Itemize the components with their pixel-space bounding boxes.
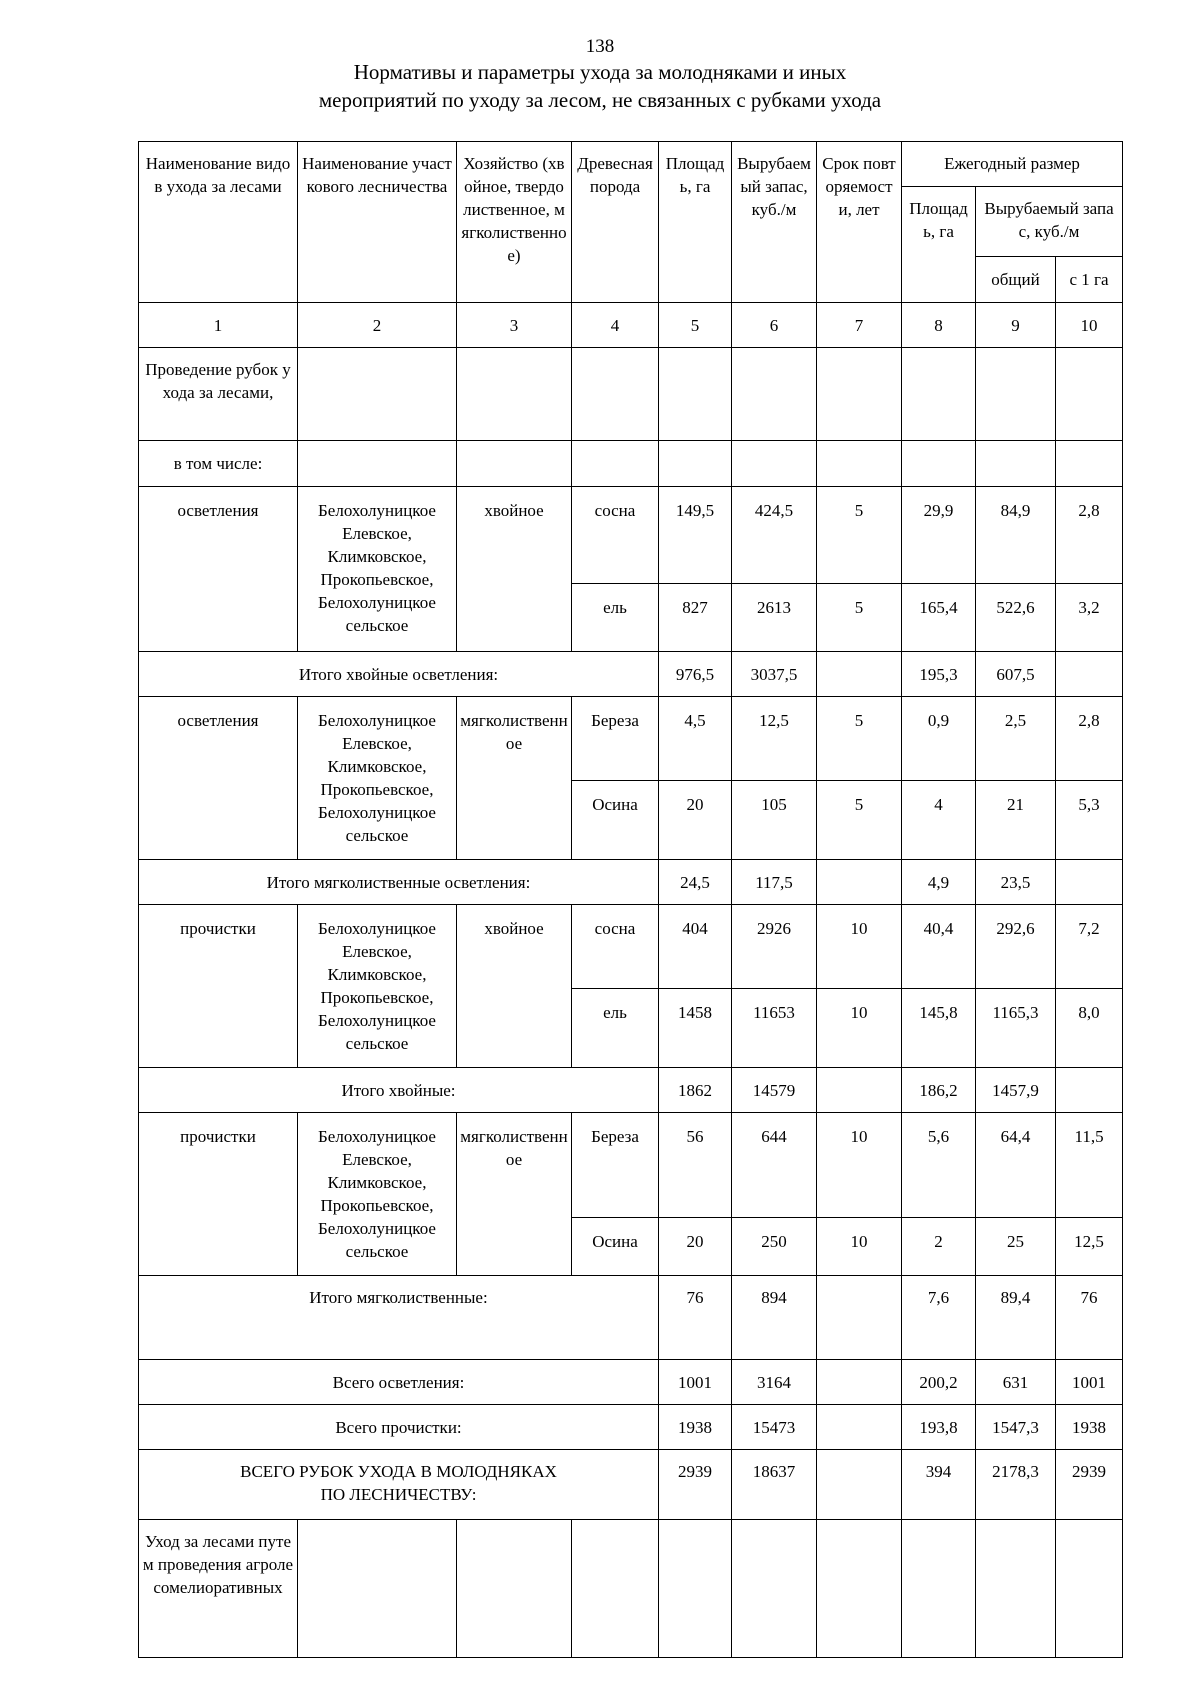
area-value: 2939	[659, 1450, 732, 1520]
area-value: 827	[659, 584, 732, 652]
table-row	[139, 1113, 1123, 1218]
period-value: 10	[817, 905, 902, 989]
title-line-2: мероприятий по уходу за лесом, не связанных с рубками ухода	[318, 88, 882, 112]
annual-area-value: 40,4	[902, 905, 976, 989]
forestry-names: Белохолуницкое Елевское, Климковское, Прокопьевское, Белохолуницкое сельское	[298, 905, 457, 1068]
species: сосна	[572, 905, 659, 989]
period-value: 5	[817, 584, 902, 652]
forestry-names: Белохолуницкое Елевское, Климковское, Прокопьевское, Белохолуницкое сельское	[298, 487, 457, 652]
annual-stock-per-ha: 12,5	[1056, 1218, 1123, 1276]
farm-type: мягколиственное	[457, 697, 572, 860]
subtotal-row	[139, 860, 1123, 905]
period-value: 5	[817, 697, 902, 781]
stock-value: 2926	[732, 905, 817, 989]
grand-total-row	[139, 1450, 1123, 1520]
table-row	[139, 697, 1123, 781]
care-type: осветления	[139, 697, 298, 860]
area-value: 1862	[659, 1068, 732, 1113]
header-annual-size: Ежегодный размер	[902, 142, 1123, 187]
annual-stock-per-ha: 5,3	[1056, 781, 1123, 860]
stock-value: 14579	[732, 1068, 817, 1113]
care-type: осветления	[139, 487, 298, 652]
area-value: 1938	[659, 1405, 732, 1450]
annual-stock-total: 84,9	[976, 487, 1056, 584]
column-number: 7	[817, 303, 902, 348]
period-value: 10	[817, 1218, 902, 1276]
stock-value: 644	[732, 1113, 817, 1218]
species: Осина	[572, 781, 659, 860]
stock-value: 117,5	[732, 860, 817, 905]
subtotal-label: Итого мягколиственные осветления:	[139, 860, 659, 905]
stock-value: 250	[732, 1218, 817, 1276]
annual-stock-total: 2178,3	[976, 1450, 1056, 1520]
annual-stock-total: 89,4	[976, 1276, 1056, 1360]
table-row	[139, 905, 1123, 989]
annual-stock-per-ha: 7,2	[1056, 905, 1123, 989]
stock-value: 3164	[732, 1360, 817, 1405]
species: Осина	[572, 1218, 659, 1276]
stock-value: 424,5	[732, 487, 817, 584]
annual-stock-per-ha: 76	[1056, 1276, 1123, 1360]
subtotal-row	[139, 1276, 1123, 1360]
column-number: 2	[298, 303, 457, 348]
grand-total-label: ВСЕГО РУБОК УХОДА В МОЛОДНЯКАХ ПО ЛЕСНИЧЕСТВУ:	[139, 1450, 659, 1520]
annual-area-value: 2	[902, 1218, 976, 1276]
annual-area-value: 186,2	[902, 1068, 976, 1113]
column-number: 1	[139, 303, 298, 348]
area-value: 1001	[659, 1360, 732, 1405]
annual-area-value: 200,2	[902, 1360, 976, 1405]
stock-value: 105	[732, 781, 817, 860]
area-value: 20	[659, 1218, 732, 1276]
annual-stock-total: 64,4	[976, 1113, 1056, 1218]
species: сосна	[572, 487, 659, 584]
forestry-names: Белохолуницкое Елевское, Климковское, Прокопьевское, Белохолуницкое сельское	[298, 697, 457, 860]
species: Береза	[572, 1113, 659, 1218]
annual-area-value: 7,6	[902, 1276, 976, 1360]
annual-stock-per-ha: 2,8	[1056, 487, 1123, 584]
table-row	[139, 441, 1123, 487]
row-label: Проведение рубок ухода за лесами,	[139, 348, 298, 441]
care-type: прочистки	[139, 905, 298, 1068]
stock-value: 3037,5	[732, 652, 817, 697]
column-number: 8	[902, 303, 976, 348]
area-value: 149,5	[659, 487, 732, 584]
annual-stock-per-ha: 2,8	[1056, 697, 1123, 781]
stock-value: 2613	[732, 584, 817, 652]
area-value: 1458	[659, 989, 732, 1068]
header-period: Срок повторяемости, лет	[817, 142, 902, 303]
area-value: 404	[659, 905, 732, 989]
area-value: 56	[659, 1113, 732, 1218]
annual-area-value: 394	[902, 1450, 976, 1520]
annual-stock-total: 21	[976, 781, 1056, 860]
annual-stock-total: 1547,3	[976, 1405, 1056, 1450]
document-title	[0, 58, 1200, 114]
annual-area-value: 29,9	[902, 487, 976, 584]
annual-stock-per-ha: 1938	[1056, 1405, 1123, 1450]
annual-area-value: 0,9	[902, 697, 976, 781]
annual-area-value: 195,3	[902, 652, 976, 697]
total-row	[139, 1405, 1123, 1450]
annual-stock-per-ha: 11,5	[1056, 1113, 1123, 1218]
title-line-1: Нормативы и параметры ухода за молодняками и иных	[353, 60, 847, 84]
stock-value: 12,5	[732, 697, 817, 781]
annual-stock-total: 631	[976, 1360, 1056, 1405]
subtotal-row	[139, 652, 1123, 697]
annual-stock-total: 607,5	[976, 652, 1056, 697]
header-annual-stock: Вырубаемый запас, куб./м	[976, 187, 1123, 257]
forest-care-table	[138, 141, 1123, 1658]
header-species: Древесная порода	[572, 142, 659, 303]
header-forestry: Наименование участкового лесничества	[298, 142, 457, 303]
area-value: 76	[659, 1276, 732, 1360]
subtotal-label: Итого хвойные:	[139, 1068, 659, 1113]
annual-area-value: 165,4	[902, 584, 976, 652]
annual-stock-total: 1457,9	[976, 1068, 1056, 1113]
header-area: Площадь, га	[659, 142, 732, 303]
period-value: 10	[817, 989, 902, 1068]
species: ель	[572, 989, 659, 1068]
annual-area-value: 5,6	[902, 1113, 976, 1218]
annual-stock-per-ha: 8,0	[1056, 989, 1123, 1068]
period-value: 5	[817, 487, 902, 584]
table-row	[139, 348, 1123, 441]
period-value: 10	[817, 1113, 902, 1218]
annual-stock-per-ha: 2939	[1056, 1450, 1123, 1520]
annual-stock-per-ha: 3,2	[1056, 584, 1123, 652]
row-label: Уход за лесами путем проведения агролесомелиоративных	[139, 1520, 298, 1658]
header-annual-area: Площадь, га	[902, 187, 976, 303]
annual-stock-total: 23,5	[976, 860, 1056, 905]
forestry-names: Белохолуницкое Елевское, Климковское, Прокопьевское, Белохолуницкое сельское	[298, 1113, 457, 1276]
area-value: 20	[659, 781, 732, 860]
annual-area-value: 145,8	[902, 989, 976, 1068]
column-number: 3	[457, 303, 572, 348]
area-value: 976,5	[659, 652, 732, 697]
column-number: 9	[976, 303, 1056, 348]
stock-value: 894	[732, 1276, 817, 1360]
total-row	[139, 1360, 1123, 1405]
total-label: Всего осветления:	[139, 1360, 659, 1405]
period-value: 5	[817, 781, 902, 860]
care-type: прочистки	[139, 1113, 298, 1276]
annual-stock-total: 2,5	[976, 697, 1056, 781]
annual-stock-per-ha: 1001	[1056, 1360, 1123, 1405]
area-value: 24,5	[659, 860, 732, 905]
header-stock-per-ha: с 1 га	[1056, 257, 1123, 303]
annual-area-value: 4	[902, 781, 976, 860]
subtotal-row	[139, 1068, 1123, 1113]
annual-stock-total: 25	[976, 1218, 1056, 1276]
subtotal-label: Итого мягколиственные:	[139, 1276, 659, 1360]
farm-type: хвойное	[457, 487, 572, 652]
column-number: 4	[572, 303, 659, 348]
page-number: 138	[585, 36, 615, 57]
area-value: 4,5	[659, 697, 732, 781]
table-row	[139, 487, 1123, 584]
annual-stock-total: 292,6	[976, 905, 1056, 989]
annual-stock-total: 522,6	[976, 584, 1056, 652]
annual-stock-total: 1165,3	[976, 989, 1056, 1068]
row-label: в том числе:	[139, 441, 298, 487]
header-care-type: Наименование видов ухода за лесами	[139, 142, 298, 303]
total-label: Всего прочистки:	[139, 1405, 659, 1450]
farm-type: хвойное	[457, 905, 572, 1068]
column-number: 5	[659, 303, 732, 348]
annual-area-value: 4,9	[902, 860, 976, 905]
column-number: 10	[1056, 303, 1123, 348]
stock-value: 18637	[732, 1450, 817, 1520]
subtotal-label: Итого хвойные осветления:	[139, 652, 659, 697]
table-row	[139, 1520, 1123, 1658]
header-stock: Вырубаемый запас, куб./м	[732, 142, 817, 303]
species: ель	[572, 584, 659, 652]
stock-value: 15473	[732, 1405, 817, 1450]
header-farm: Хозяйство (хвойное, твердолиственное, мягколиственное)	[457, 142, 572, 303]
stock-value: 11653	[732, 989, 817, 1068]
annual-area-value: 193,8	[902, 1405, 976, 1450]
species: Береза	[572, 697, 659, 781]
column-number: 6	[732, 303, 817, 348]
farm-type: мягколиственное	[457, 1113, 572, 1276]
header-stock-total: общий	[976, 257, 1056, 303]
